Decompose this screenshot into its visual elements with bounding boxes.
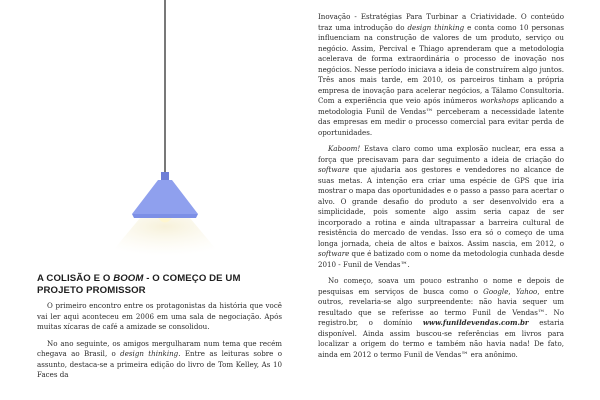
chapter-title bbox=[37, 273, 282, 297]
left-paragraph-1: O primeiro encontro entre os protagonistas da história que você vai ler aqui aconteceu em 2006 em uma sala de negociação. Após muitas xícaras de café a amizade se consolidou. bbox=[37, 301, 282, 331]
lamp-shade-rim bbox=[132, 214, 198, 218]
left-page bbox=[37, 273, 282, 387]
chapter-title-boom: BOOM bbox=[113, 273, 144, 284]
domain-link-text: www.funildevendas.com.br bbox=[422, 318, 529, 327]
left-paragraph-2: No ano seguinte, os amigos mergulharam num tema que recém chegava ao Brasil, o design thinking. Entre as leituras sobre o assunto, destaca-se a primeira edição do livro de Tom Kelley, As 10 Faces da bbox=[37, 338, 282, 379]
chapter-title-part2: - O COMEÇO DE UM PROJETO PROMISSOR bbox=[37, 273, 241, 296]
pendant-lamp-illustration bbox=[90, 0, 240, 260]
chapter-title-part1: A COLISÃO E O bbox=[37, 273, 114, 284]
light-glow bbox=[105, 218, 225, 260]
right-page bbox=[318, 12, 564, 366]
right-paragraph-1: Inovação - Estratégias Para Turbinar a Criatividade. O conteúdo traz uma introdução do design thinking e conta como 10 personas influenciam na construção de valores de um produto, serviço ou negócio. Assim, Percival e Thiago aprenderam que a metodologia acelerava de forma extraordinária o processo de inovação nos negócios. Nesse período iniciava a ideia de construírem algo juntos. Três anos mais tarde, em 2010, os parceiros tinham a própria empresa de inovação para acelerar negócios, a Tálamo Consultoria. Com a experiência que veio após inúmeros workshops aplicando a metodologia Funil de Vendas™ perceberam a necessidade latente das empresas em medir o processo comercial para evitar perda de oportunidades. bbox=[318, 12, 564, 137]
right-paragraph-2: Kaboom! Estava claro como uma explosão nuclear, era essa a força que precisavam para dar seguimento a ideia de criação do software que ajudaria aos gestores e vendedores no alcance de suas metas. A intenção era criar uma espécie de GPS que iria mostrar o mapa das oportunidades e o passo a passo para acertar o alvo. O grande desafio do produto a ser desenvolvido era a simplicidade, pois somente algo assim seria capaz de ser incorporado a rotina e ainda ultrapassar a barreira cultural de resistência do mercado de vendas. Isso era só o começo de uma longa jornada, cheia de altos e baixos. Assim nascia, em 2012, o software que é batizado com o nome da metodologia cunhada desde 2010 - Funil de Vendas™. bbox=[318, 144, 565, 269]
lamp-shade bbox=[132, 180, 198, 214]
right-paragraph-3: No começo, soava um pouco estranho o nome e depois de pesquisas em serviços de busca como o Google, Yahoo, entre outros, revelaria-se algo surpreendente: não havia sequer um resultado que se referisse ao termo Funil de Vendas™. No registro.br, o domínio www.funildevendas.com.br estaria disponível. Ainda assim buscou-se referências em livros para localizar a origem do termo e também não havia nada! De fato, ainda em 2012 o termo Funil de Vendas™ era anônimo. bbox=[318, 276, 564, 359]
